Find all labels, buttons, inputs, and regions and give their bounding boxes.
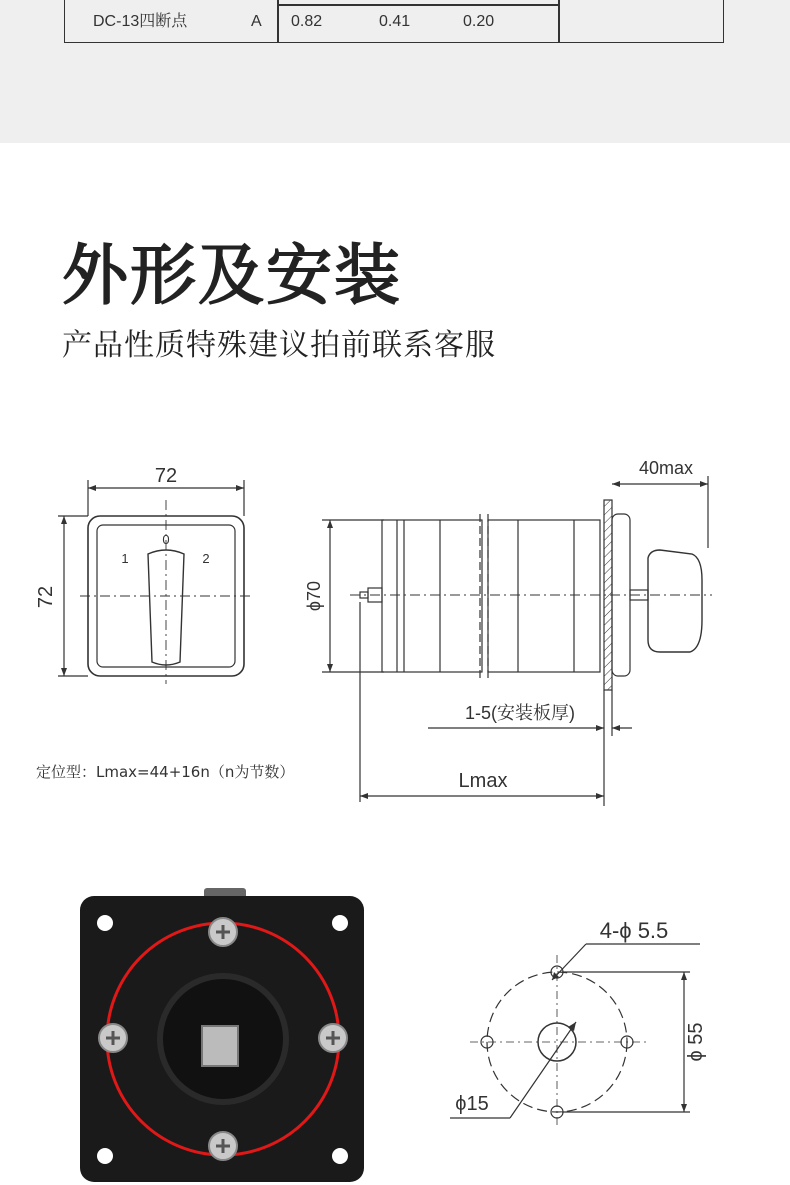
- row-category: DC-13四断点: [93, 13, 188, 30]
- side-knob: [648, 550, 702, 652]
- table-divider: [277, 0, 279, 43]
- position-label-2: 2: [202, 551, 210, 566]
- panel-thickness-label: 1-5(安装板厚): [464, 703, 576, 723]
- width-label: 72: [154, 465, 178, 487]
- row-value-1: 0.82: [291, 13, 323, 30]
- shaft-square: [202, 1026, 238, 1066]
- table-divider: [558, 0, 560, 43]
- position-label-1: 1: [121, 551, 129, 566]
- switch-body-right: [488, 520, 600, 672]
- section-title: 外形及安装: [62, 237, 402, 314]
- pcd-label: ϕ 55: [685, 1022, 707, 1062]
- phillips-screw-icon: [319, 1024, 347, 1052]
- phillips-screw-icon: [209, 918, 237, 946]
- length-label: Lmax: [458, 770, 508, 792]
- switch-rear-photo: [78, 886, 368, 1185]
- depth-label: 40max: [638, 458, 694, 478]
- position-label-0: 0: [162, 532, 170, 547]
- height-label: 72: [35, 585, 57, 609]
- center-hole-label: ϕ15: [455, 1093, 489, 1115]
- spec-table: [64, 0, 724, 43]
- row-value-3: 0.20: [463, 13, 495, 30]
- diameter-label: ϕ70: [304, 580, 324, 612]
- section-subtitle: 产品性质特殊建议拍前联系客服: [62, 328, 496, 363]
- phillips-screw-icon: [209, 1132, 237, 1160]
- phillips-screw-icon: [99, 1024, 127, 1052]
- row-unit: A: [251, 13, 262, 30]
- hole-spec-label: 4-ϕ 5.5: [599, 918, 669, 943]
- length-formula-note: 定位型：Lmax=44+16n（n为节数）: [36, 763, 295, 781]
- mounting-hole-drawing: [440, 900, 740, 1140]
- row-value-2: 0.41: [379, 13, 411, 30]
